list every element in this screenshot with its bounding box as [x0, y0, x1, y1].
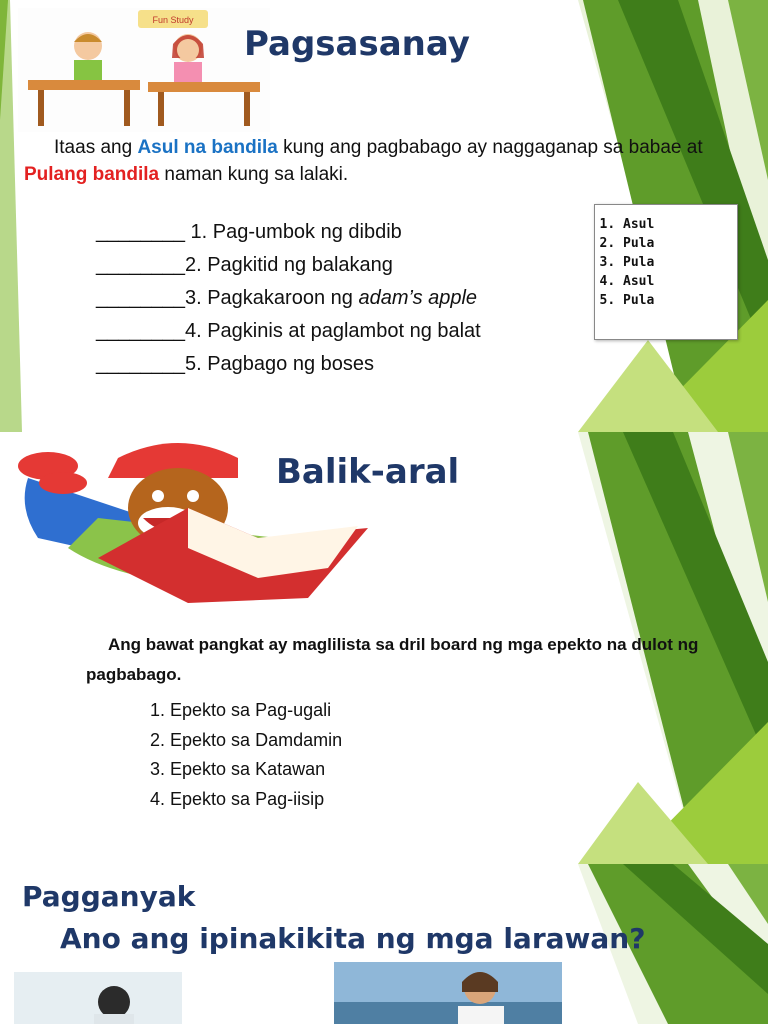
answer-blank: ________ [96, 320, 185, 342]
instruction-text: Itaas ang [54, 137, 138, 158]
item-text: 2. Pagkitid ng balakang [184, 254, 393, 276]
blue-flag-text: Asul na bandila [137, 137, 278, 158]
page-title: Balik-aral [276, 452, 460, 492]
slide-pagsasanay [0, 0, 768, 432]
exercise-item [96, 249, 481, 282]
item-text: 4. Pagkinis at paglambot ng balat [184, 320, 481, 342]
item-text: 1. Pag-umbok ng dibdib [190, 221, 402, 243]
exercise-item [96, 348, 481, 381]
list-item: 1. Epekto sa Pag-ugali [150, 700, 332, 720]
instruction-text: Ang bawat pangkat ay maglilista sa dril board ng mga epekto na dulot ng pagbabago. [86, 635, 699, 684]
instruction-text: naman kung sa lalaki. [159, 164, 349, 185]
list-item: 4. Epekto sa Pag-iisip [150, 788, 325, 809]
answer-key-box [594, 204, 738, 340]
answer-item: 2. Pula [623, 234, 737, 253]
item-italic-text: adam’s apple [358, 287, 478, 309]
page-title: Pagsasanay [244, 24, 470, 64]
answer-blank: ________ [96, 287, 185, 309]
answer-item: 5. Pula [623, 291, 737, 310]
instruction-paragraph [24, 134, 714, 188]
exercise-items [96, 216, 481, 381]
instruction-text: kung ang pagbabago ay naggaganap sa babae at [277, 137, 703, 158]
answer-item: 4. Asul [623, 272, 737, 291]
slide-balik-aral [0, 432, 768, 864]
kids-at-desks-image [18, 8, 270, 132]
answer-item: 3. Pula [623, 253, 737, 272]
exercise-item [96, 315, 481, 348]
slide-pagganyak [0, 864, 768, 1024]
fun-study-sign: Fun Study [152, 15, 194, 25]
answer-blank: ________ [96, 353, 185, 375]
answer-item: 1. Asul [623, 215, 737, 234]
instruction-paragraph [86, 630, 716, 690]
page-title: Pagganyak [22, 880, 196, 913]
person-photo-left [14, 972, 182, 1024]
person-photo-right [334, 962, 562, 1024]
answer-blank: ________ [96, 254, 185, 276]
answer-blank: ________ [96, 221, 191, 243]
item-text: 3. Pagkakaroon ng [184, 287, 359, 309]
list-item: 2. Epekto sa Damdamin [150, 729, 343, 750]
question-text: Ano ang ipinakikita ng mga larawan? [60, 922, 646, 955]
effects-list [150, 696, 342, 814]
item-text: 5. Pagbago ng boses [184, 353, 375, 375]
exercise-item [96, 216, 481, 249]
list-item: 3. Epekto sa Katawan [150, 759, 326, 779]
red-flag-text: Pulang bandila [24, 164, 160, 185]
exercise-item [96, 282, 481, 315]
